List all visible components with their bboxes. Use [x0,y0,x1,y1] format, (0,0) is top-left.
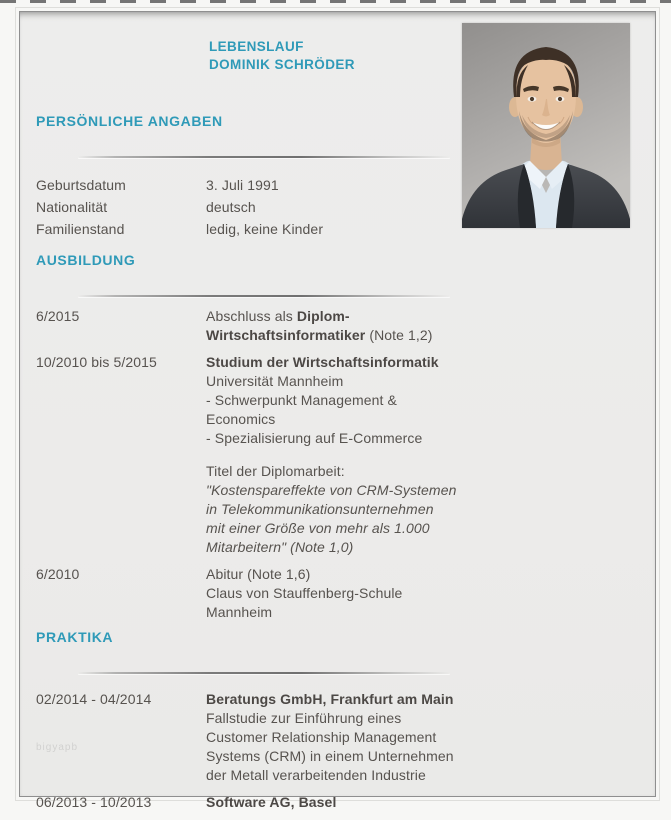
section-divider [78,156,450,158]
section-heading: PRAKTIKA [36,629,114,645]
section-rows [36,174,486,240]
section-rows [36,307,486,622]
text-line: Fallstudie zur Einführung eines [206,710,402,726]
row-date-label: Familienstand [36,221,125,237]
text-line: ledig, keine Kinder [206,221,324,237]
cv-row [36,196,486,218]
section-rows [36,690,486,812]
row-date-label: Nationalität [36,199,108,215]
text-line: Claus von Stauffenberg-Schule [206,585,403,601]
row-content [206,196,476,218]
cv-row [36,353,486,557]
text-line: "Kostenspareffekte von CRM-Systemen [206,482,457,498]
text-line: Economics [206,411,276,427]
row-content [206,307,476,345]
text-line: - Spezialisierung auf E-Commerce [206,430,423,446]
row-date-label: Geburtsdatum [36,177,126,193]
row-date-label: 02/2014 - 04/2014 [36,691,152,707]
row-content [206,218,476,240]
row-date-label: 6/2015 [36,308,80,324]
section-divider [78,672,450,674]
cv-row [36,218,486,240]
document-title: LEBENSLAUF [209,39,304,54]
cv-row [36,307,486,345]
section-education [36,252,486,630]
row-content [206,565,476,622]
row-content [206,793,476,812]
text-line: Software AG, Basel [206,794,337,810]
text-line: Mannheim [206,604,273,620]
cv-row [36,690,486,785]
row-date-label: 6/2010 [36,566,80,582]
watermark: bigyapb [36,742,79,753]
text-line: in Telekommunikationsunternehmen [206,501,434,517]
text-line: Customer Relationship Management [206,729,437,745]
text-line: mit einer Größe von mehr als 1.000 [206,520,430,536]
text-line: - Schwerpunkt Management & [206,392,397,408]
text-line: Studium der Wirtschaftsinformatik [206,354,439,370]
text-line: 3. Juli 1991 [206,177,279,193]
text-line: Universität Mannheim [206,373,344,389]
section-divider [78,295,450,297]
profile-photo [462,23,630,228]
row-date-label: 06/2013 - 10/2013 [36,794,152,810]
person-name: DOMINIK SCHRÖDER [209,57,355,72]
row-content [206,690,476,785]
text-line: Beratungs GmbH, Frankfurt am Main [206,691,454,707]
cv-row [36,174,486,196]
text-line: Titel der Diplomarbeit: [206,463,345,479]
text-line: der Metall verarbeitenden Industrie [206,767,426,783]
section-heading: AUSBILDUNG [36,252,136,268]
cv-row [36,793,486,812]
text-line: Wirtschaftsinformatiker (Note 1,2) [206,327,433,343]
cv-row [36,565,486,622]
title-block [209,38,355,74]
page-top-dashed-border [0,0,671,3]
row-date-label: 10/2010 bis 5/2015 [36,354,157,370]
text-line: Systems (CRM) in einem Unternehmen [206,748,454,764]
section-internships [36,629,486,820]
text-line: deutsch [206,199,256,215]
text-line: Abitur (Note 1,6) [206,566,311,582]
row-content [206,174,476,196]
text-line: Mitarbeitern" (Note 1,0) [206,539,354,555]
section-heading: PERSÖNLICHE ANGABEN [36,113,223,129]
text-line [206,448,476,462]
section-personal [36,113,486,240]
row-content [206,353,476,557]
cv-page [19,11,656,810]
text-line: Abschluss als Diplom- [206,308,350,324]
